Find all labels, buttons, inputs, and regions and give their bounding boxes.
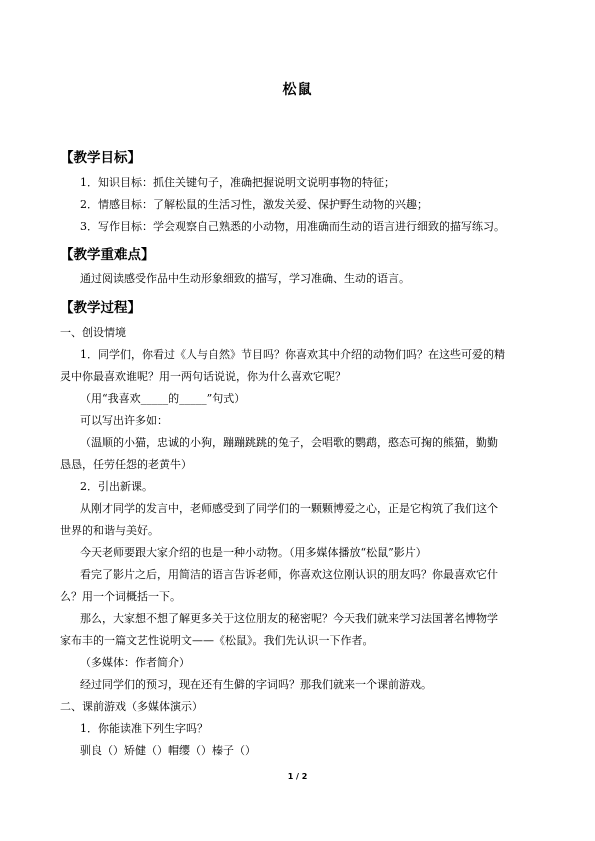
process-line: 么？用一个词概括一下。	[60, 590, 181, 603]
page-number: 1 / 2	[287, 772, 308, 781]
process-line: 1．你能读准下列生字吗？	[80, 722, 208, 735]
process-line: 世界的和谐与美好。	[60, 524, 159, 537]
objective-line: 1．知识目标：抓住关键句子，准确把握说明文说明事物的特征；	[80, 176, 395, 189]
section-heading-objectives: 【教学目标】	[60, 150, 141, 166]
section-heading-process: 【教学过程】	[60, 300, 141, 316]
process-line: 经过同学们的预习，现在还有生僻的字词吗？那我们就来一个课前游戏。	[80, 678, 432, 691]
process-line: 恳恳，任劳任怨的老黄牛）	[60, 458, 192, 471]
process-line: 从刚才同学的发言中，老师感受到了同学们的一颗颗博爱之心，正是它构筑了我们这个	[80, 502, 498, 515]
objective-line: 3．写作目标：学会观察自己熟悉的小动物，用准确而生动的语言进行细致的描写练习。	[80, 220, 505, 233]
process-line: 驯良（）矫健（）帽缨（）榛子（）	[80, 744, 256, 757]
process-line: （温顺的小猫，忠诚的小狗，蹦蹦跳跳的兔子，会唱歌的鹦鹉，憨态可掬的熊猫，勤勤	[80, 436, 498, 449]
process-line: （用“我喜欢_____的_____”句式）	[80, 392, 246, 405]
section-heading-key-points: 【教学重难点】	[60, 247, 155, 263]
process-line: 2．引出新课。	[80, 480, 153, 493]
process-line: 家布丰的一篇文艺性说明文——《松鼠》。我们先认识一下作者。	[60, 634, 374, 647]
process-line: 今天老师要跟大家介绍的也是一种小动物。（用多媒体播放“松鼠”影片）	[80, 546, 427, 559]
process-line: 看完了影片之后，用简洁的语言告诉老师，你喜欢这位刚认识的朋友吗？你最喜欢它什	[80, 568, 498, 581]
page-title: 松鼠	[282, 82, 313, 98]
process-line: 一、创设情境	[60, 326, 126, 339]
process-line: （多媒体：作者简介）	[80, 656, 190, 669]
objective-line: 2．情感目标：了解松鼠的生活习性，激发关爱、保护野生动物的兴趣；	[80, 198, 428, 211]
process-line: 那么，大家想不想了解更多关于这位朋友的秘密呢？今天我们就来学习法国著名博物学	[80, 612, 498, 625]
key-point-line: 通过阅读感受作品中生动形象细致的描写，学习准确、生动的语言。	[80, 272, 410, 285]
process-line: 1．同学们，你看过《人与自然》节目吗？你喜欢其中介绍的动物们吗？在这些可爱的精	[80, 348, 505, 361]
process-line: 二、课前游戏（多媒体演示）	[60, 700, 203, 713]
process-line: 灵中你最喜欢谁呢？用一两句话说说，你为什么喜欢它呢？	[60, 370, 346, 383]
process-line: 可以写出许多如：	[80, 414, 168, 427]
